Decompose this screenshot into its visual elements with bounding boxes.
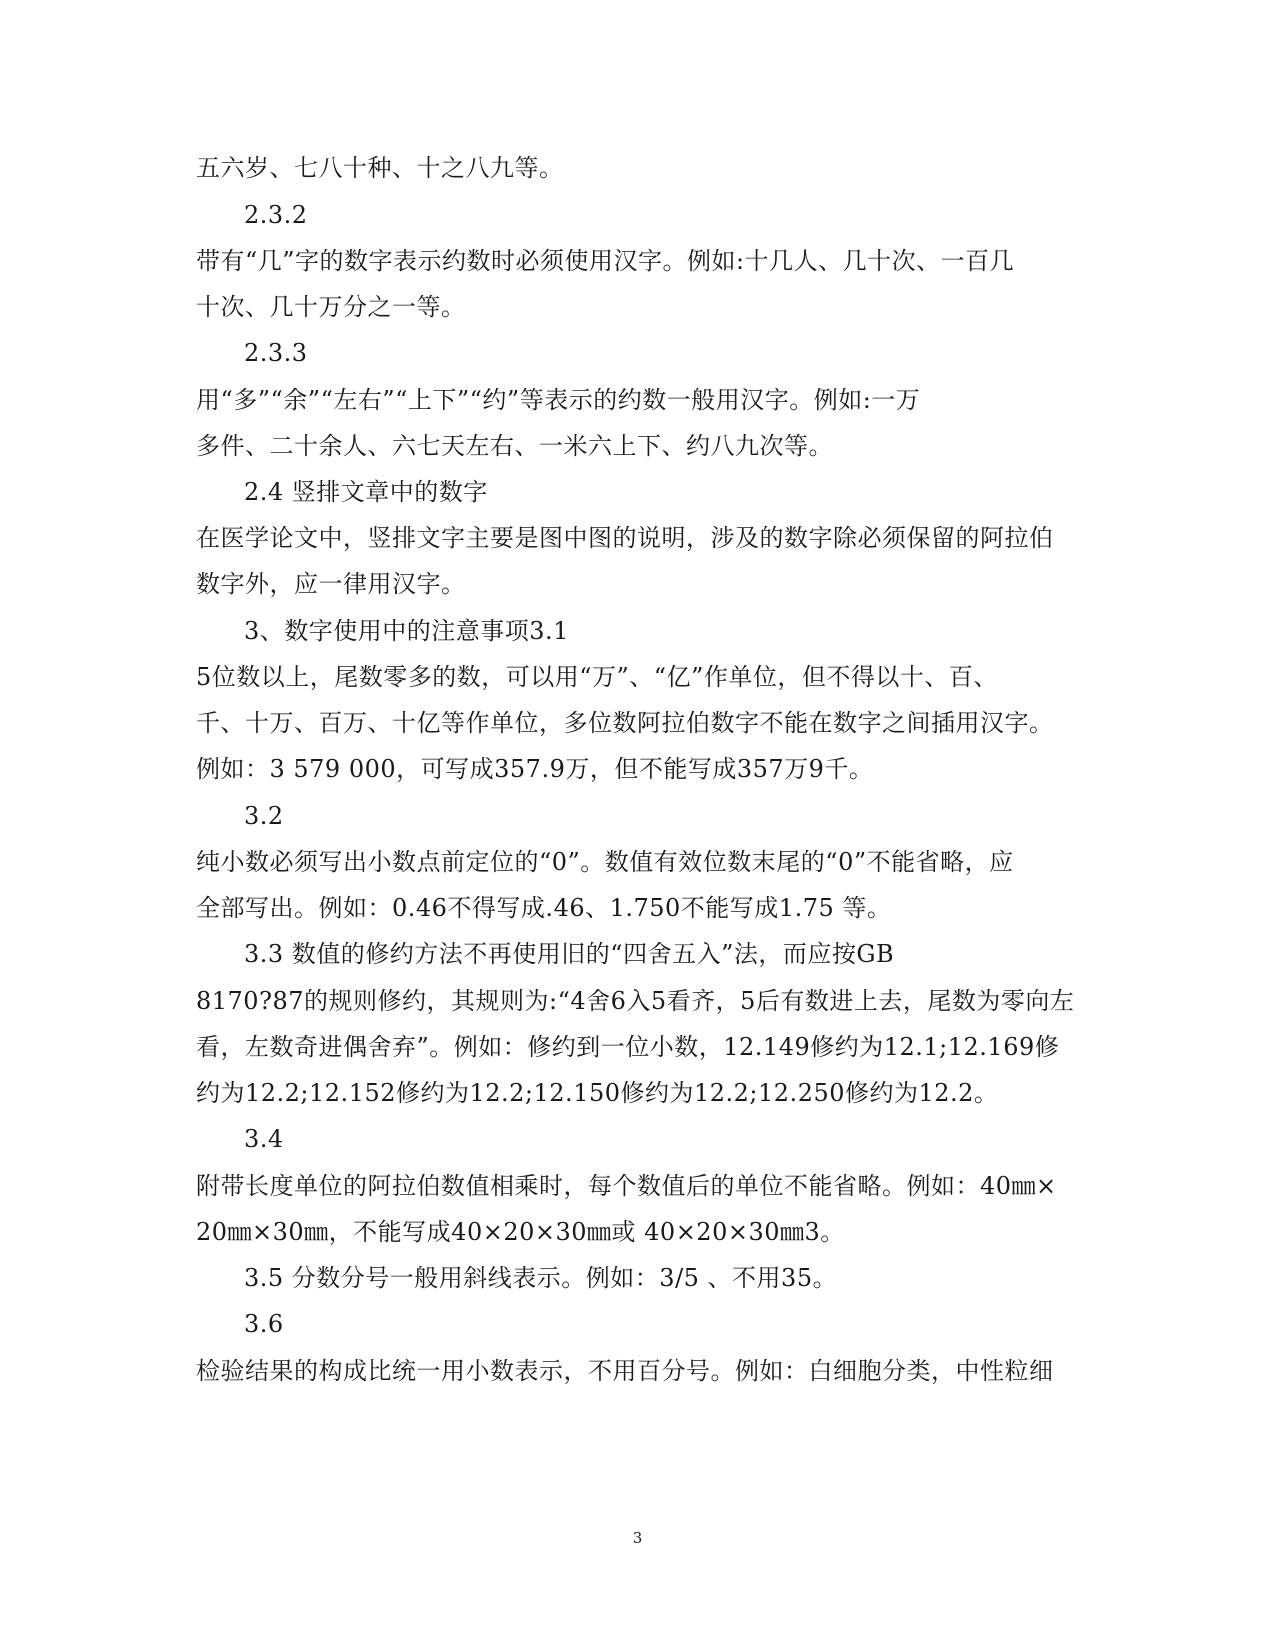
text-line: 带有“几”字的数字表示约数时必须使用汉字。例如:十几人、几十次、一百几	[196, 247, 1015, 275]
text-line: 数字外，应一律用汉字。	[196, 570, 466, 598]
text-line: 5位数以上，尾数零多的数，可以用“万”、“亿”作单位，但不得以十、百、	[196, 663, 998, 691]
text-line: 例如：3 579 000，可写成357.9万，但不能写成357万9千。	[196, 755, 874, 783]
section-heading-3-5: 3.5 分数分号一般用斜线表示。例如：3/5 、不用35。	[244, 1264, 838, 1292]
section-heading-3: 3、数字使用中的注意事项3.1	[244, 617, 569, 645]
text-line: 20㎜×30㎜，不能写成40×20×30㎜或 40×20×30㎜3。	[196, 1218, 845, 1246]
section-heading-2-3-2: 2.3.2	[244, 201, 308, 229]
text-line: 千、十万、百万、十亿等作单位，多位数阿拉伯数字不能在数字之间插用汉字。	[196, 709, 1054, 737]
text-line: 附带长度单位的阿拉伯数值相乘时，每个数值后的单位不能省略。例如：40㎜×	[196, 1172, 1057, 1200]
text-line: 8170?87的规则修约，其规则为:“4舍6入5看齐，5后有数进上去，尾数为零向左	[196, 987, 1075, 1015]
section-heading-3-3: 3.3 数值的修约方法不再使用旧的“四舍五入”法，而应按GB	[244, 940, 895, 968]
text-line: 看，左数奇进偶舍弃”。例如：修约到一位小数，12.149修约为12.1;12.169修	[196, 1033, 1060, 1061]
text-line: 十次、几十万分之一等。	[196, 293, 466, 321]
text-line: 用“多”“余”“左右”“上下”“约”等表示的约数一般用汉字。例如:一万	[196, 386, 921, 414]
section-heading-2-3-3: 2.3.3	[244, 339, 308, 367]
text-line: 在医学论文中，竖排文字主要是图中图的说明，涉及的数字除必须保留的阿拉伯	[196, 524, 1054, 552]
text-line: 检验结果的构成比统一用小数表示，不用百分号。例如：白细胞分类，中性粒细	[196, 1357, 1054, 1385]
text-line: 约为12.2;12.152修约为12.2;12.150修约为12.2;12.250修约为12.2。	[196, 1079, 999, 1107]
text-line: 五六岁、七八十种、十之八九等。	[196, 154, 564, 182]
section-heading-3-2: 3.2	[244, 802, 284, 830]
section-heading-2-4: 2.4 竖排文章中的数字	[244, 478, 488, 506]
section-heading-3-4: 3.4	[244, 1125, 284, 1153]
text-line: 全部写出。例如：0.46不得写成.46、1.750不能写成1.75 等。	[196, 894, 892, 922]
text-line: 纯小数必须写出小数点前定位的“0”。数值有效位数末尾的“0”不能省略，应	[196, 848, 1014, 876]
page-number: 3	[632, 1529, 643, 1547]
text-line: 多件、二十余人、六七天左右、一米六上下、约八九次等。	[196, 432, 833, 460]
section-heading-3-6: 3.6	[244, 1310, 284, 1338]
